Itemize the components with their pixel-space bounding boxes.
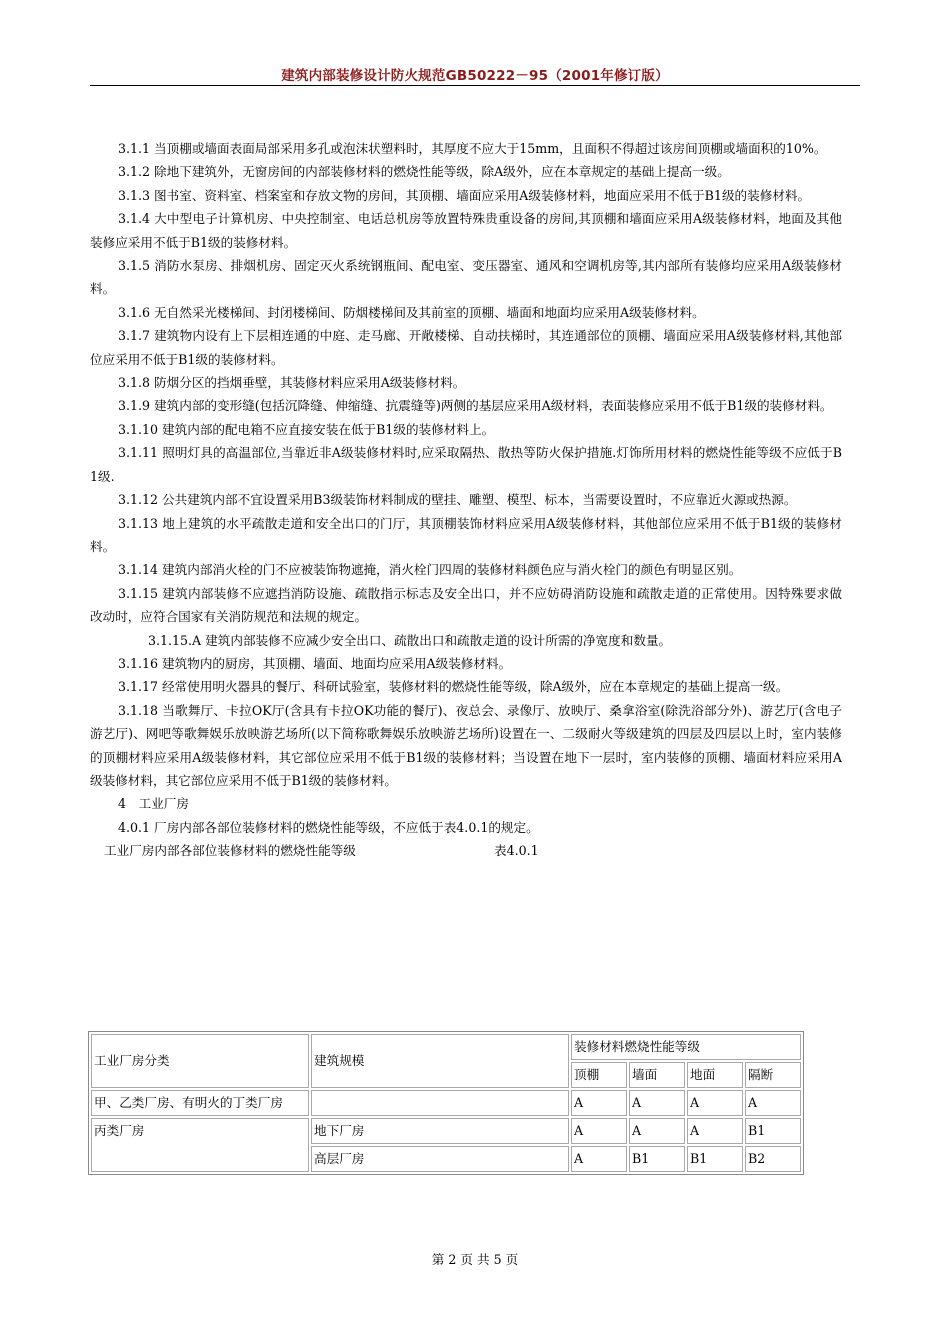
clause-3-1-8: 3.1.8 防烟分区的挡烟垂壁，其装修材料应采用A级装修材料。 (118, 375, 466, 391)
header-scale: 建筑规模 (311, 1034, 569, 1088)
row3-partition: B2 (745, 1146, 801, 1172)
subheader-floor: 地面 (687, 1062, 743, 1088)
clause-3-1-10: 3.1.10 建筑内部的配电箱不应直接安装在低于B1级的装修材料上。 (118, 421, 495, 437)
clause-3-1-6: 3.1.6 无自然采光楼梯间、封闭楼梯间、防烟楼梯间及其前室的顶棚、墙面和地面均应采用A级装修材料。 (118, 304, 705, 320)
clause-3-1-4: 3.1.4 大中型电子计算机房、中央控制室、电话总机房等放置特殊贵重设备的房间,其顶棚和墙面应采用A级装修材料，地面及其他装修应采用不低于B1级的装修材料。 (90, 211, 842, 250)
row2-scale: 地下厂房 (311, 1118, 569, 1144)
clause-3-1-14: 3.1.14 建筑内部消火栓的门不应被装饰物遮掩，消火栓门四周的装修材料颜色应与消火栓门的颜色有明显区别。 (118, 562, 742, 578)
clause-4-0-1: 4.0.1 厂房内部各部位装修材料的燃烧性能等级，不应低于表4.0.1的规定。 (118, 819, 539, 835)
clause-3-1-18: 3.1.18 当歌舞厅、卡拉OK厅(含具有卡拉OK功能的餐厅)、夜总会、录像厅、放映厅、桑拿浴室(除洗浴部分外)、游艺厅(含电子游艺厅)、网吧等歌舞娱乐放映游艺场所(以下简称歌舞娱乐放映游艺场所)设置在一、二级耐火等级建筑的四层及四层以上时，室内装修的顶棚材料应采用A级装修材料，其它部位应采用不低于B1级的装修材料；当设置在地下一层时，室内装修的顶棚、墙面材料应采用A级装修材料，其它部位应采用不低于B1级的装修材料。 (90, 702, 842, 788)
row1-partition: A (745, 1090, 801, 1116)
row3-ceiling: A (571, 1146, 627, 1172)
row3-wall: B1 (629, 1146, 685, 1172)
fire-rating-table (88, 1031, 804, 1175)
header-grade: 装修材料燃烧性能等级 (571, 1034, 801, 1060)
section-4-heading: 4 工业厂房 (118, 796, 189, 812)
clause-3-1-1: 3.1.1 当顶棚或墙面表面局部采用多孔或泡沫状塑料时，其厚度不应大于15mm，且面积不得超过该房间顶棚或墙面积的10%。 (118, 141, 827, 156)
table-number: 表4.0.1 (494, 843, 539, 859)
clause-3-1-15-a: 3.1.15.A 建筑内部装修不应减少安全出口、疏散出口和疏散走道的设计所需的净宽度和数量。 (148, 632, 672, 648)
subheader-ceiling: 顶棚 (571, 1062, 627, 1088)
row1-scale (311, 1090, 569, 1116)
table-caption-text: 工业厂房内部各部位装修材料的燃烧性能等级 (104, 843, 356, 859)
table-caption (90, 839, 842, 863)
subheader-partition: 隔断 (745, 1062, 801, 1088)
clause-3-1-17: 3.1.17 经常使用明火器具的餐厅、科研试验室，装修材料的燃烧性能等级，除A级外，应在本章规定的基础上提高一级。 (118, 679, 789, 695)
row1-ceiling: A (571, 1090, 627, 1116)
clause-3-1-5: 3.1.5 消防水泵房、排烟机房、固定灭火系统钢瓶间、配电室、变压器室、通风和空调机房等,其内部所有装修均应采用A级装修材料。 (90, 258, 842, 297)
header-category: 工业厂房分类 (91, 1034, 309, 1088)
row2-category: 丙类厂房 (91, 1118, 309, 1172)
clause-3-1-9: 3.1.9 建筑内部的变形缝(包括沉降缝、伸缩缝、抗震缝等)两侧的基层应采用A级材料，表面装修应采用不低于B1级的装修材料。 (118, 398, 833, 414)
row1-category: 甲、乙类厂房、有明火的丁类厂房 (91, 1090, 309, 1116)
clause-3-1-2: 3.1.2 除地下建筑外，无窗房间的内部装修材料的燃烧性能等级，除A级外，应在本章规定的基础上提高一级。 (118, 164, 730, 180)
clause-3-1-15: 3.1.15 建筑内部装修不应遮挡消防设施、疏散指示标志及安全出口，并不应妨碍消防设施和疏散走道的正常使用。因特殊要求做改动时，应符合国家有关消防规范和法规的规定。 (90, 585, 842, 625)
row2-partition: B1 (745, 1118, 801, 1144)
table-row (91, 1090, 801, 1116)
header-rule (90, 85, 860, 86)
clause-3-1-16: 3.1.16 建筑物内的厨房，其顶棚、墙面、地面均应采用A级装修材料。 (118, 655, 512, 671)
clause-3-1-12: 3.1.12 公共建筑内部不宜设置采用B3级装饰材料制成的壁挂、雕塑、模型、标本，当需要设置时，不应靠近火源或热源。 (118, 492, 797, 508)
row3-floor: B1 (687, 1146, 743, 1172)
clause-3-1-13: 3.1.13 地上建筑的水平疏散走道和安全出口的门厅，其顶棚装饰材料应采用A级装修材料，其他部位应采用不低于B1级的装修材料。 (90, 515, 842, 554)
row1-floor: A (687, 1090, 743, 1116)
row2-ceiling: A (571, 1118, 627, 1144)
document-body (90, 137, 842, 863)
document-header-title: 建筑内部装修设计防火规范GB50222－95（2001年修订版） (281, 68, 669, 84)
clause-3-1-11: 3.1.11 照明灯具的高温部位,当靠近非A级装修材料时,应采取隔热、散热等防火保护措施.灯饰所用材料的燃烧性能等级不应低于B1级. (90, 445, 842, 484)
table-header-row (91, 1034, 801, 1060)
row2-floor: A (687, 1118, 743, 1144)
row3-scale: 高层厂房 (311, 1146, 569, 1172)
table-row (91, 1118, 801, 1144)
page-number: 第 2 页 共 5 页 (431, 1252, 519, 1267)
row1-wall: A (629, 1090, 685, 1116)
clause-3-1-3: 3.1.3 图书室、资料室、档案室和存放文物的房间，其顶棚、墙面应采用A级装修材料，地面应采用不低于B1级的装修材料。 (118, 187, 811, 203)
row2-wall: A (629, 1118, 685, 1144)
subheader-wall: 墙面 (629, 1062, 685, 1088)
clause-3-1-7: 3.1.7 建筑物内设有上下层相连通的中庭、走马廊、开敞楼梯、自动扶梯时，其连通部位的顶棚、墙面应采用A级装修材料,其他部位应采用不低于B1级的装修材料。 (90, 328, 842, 367)
